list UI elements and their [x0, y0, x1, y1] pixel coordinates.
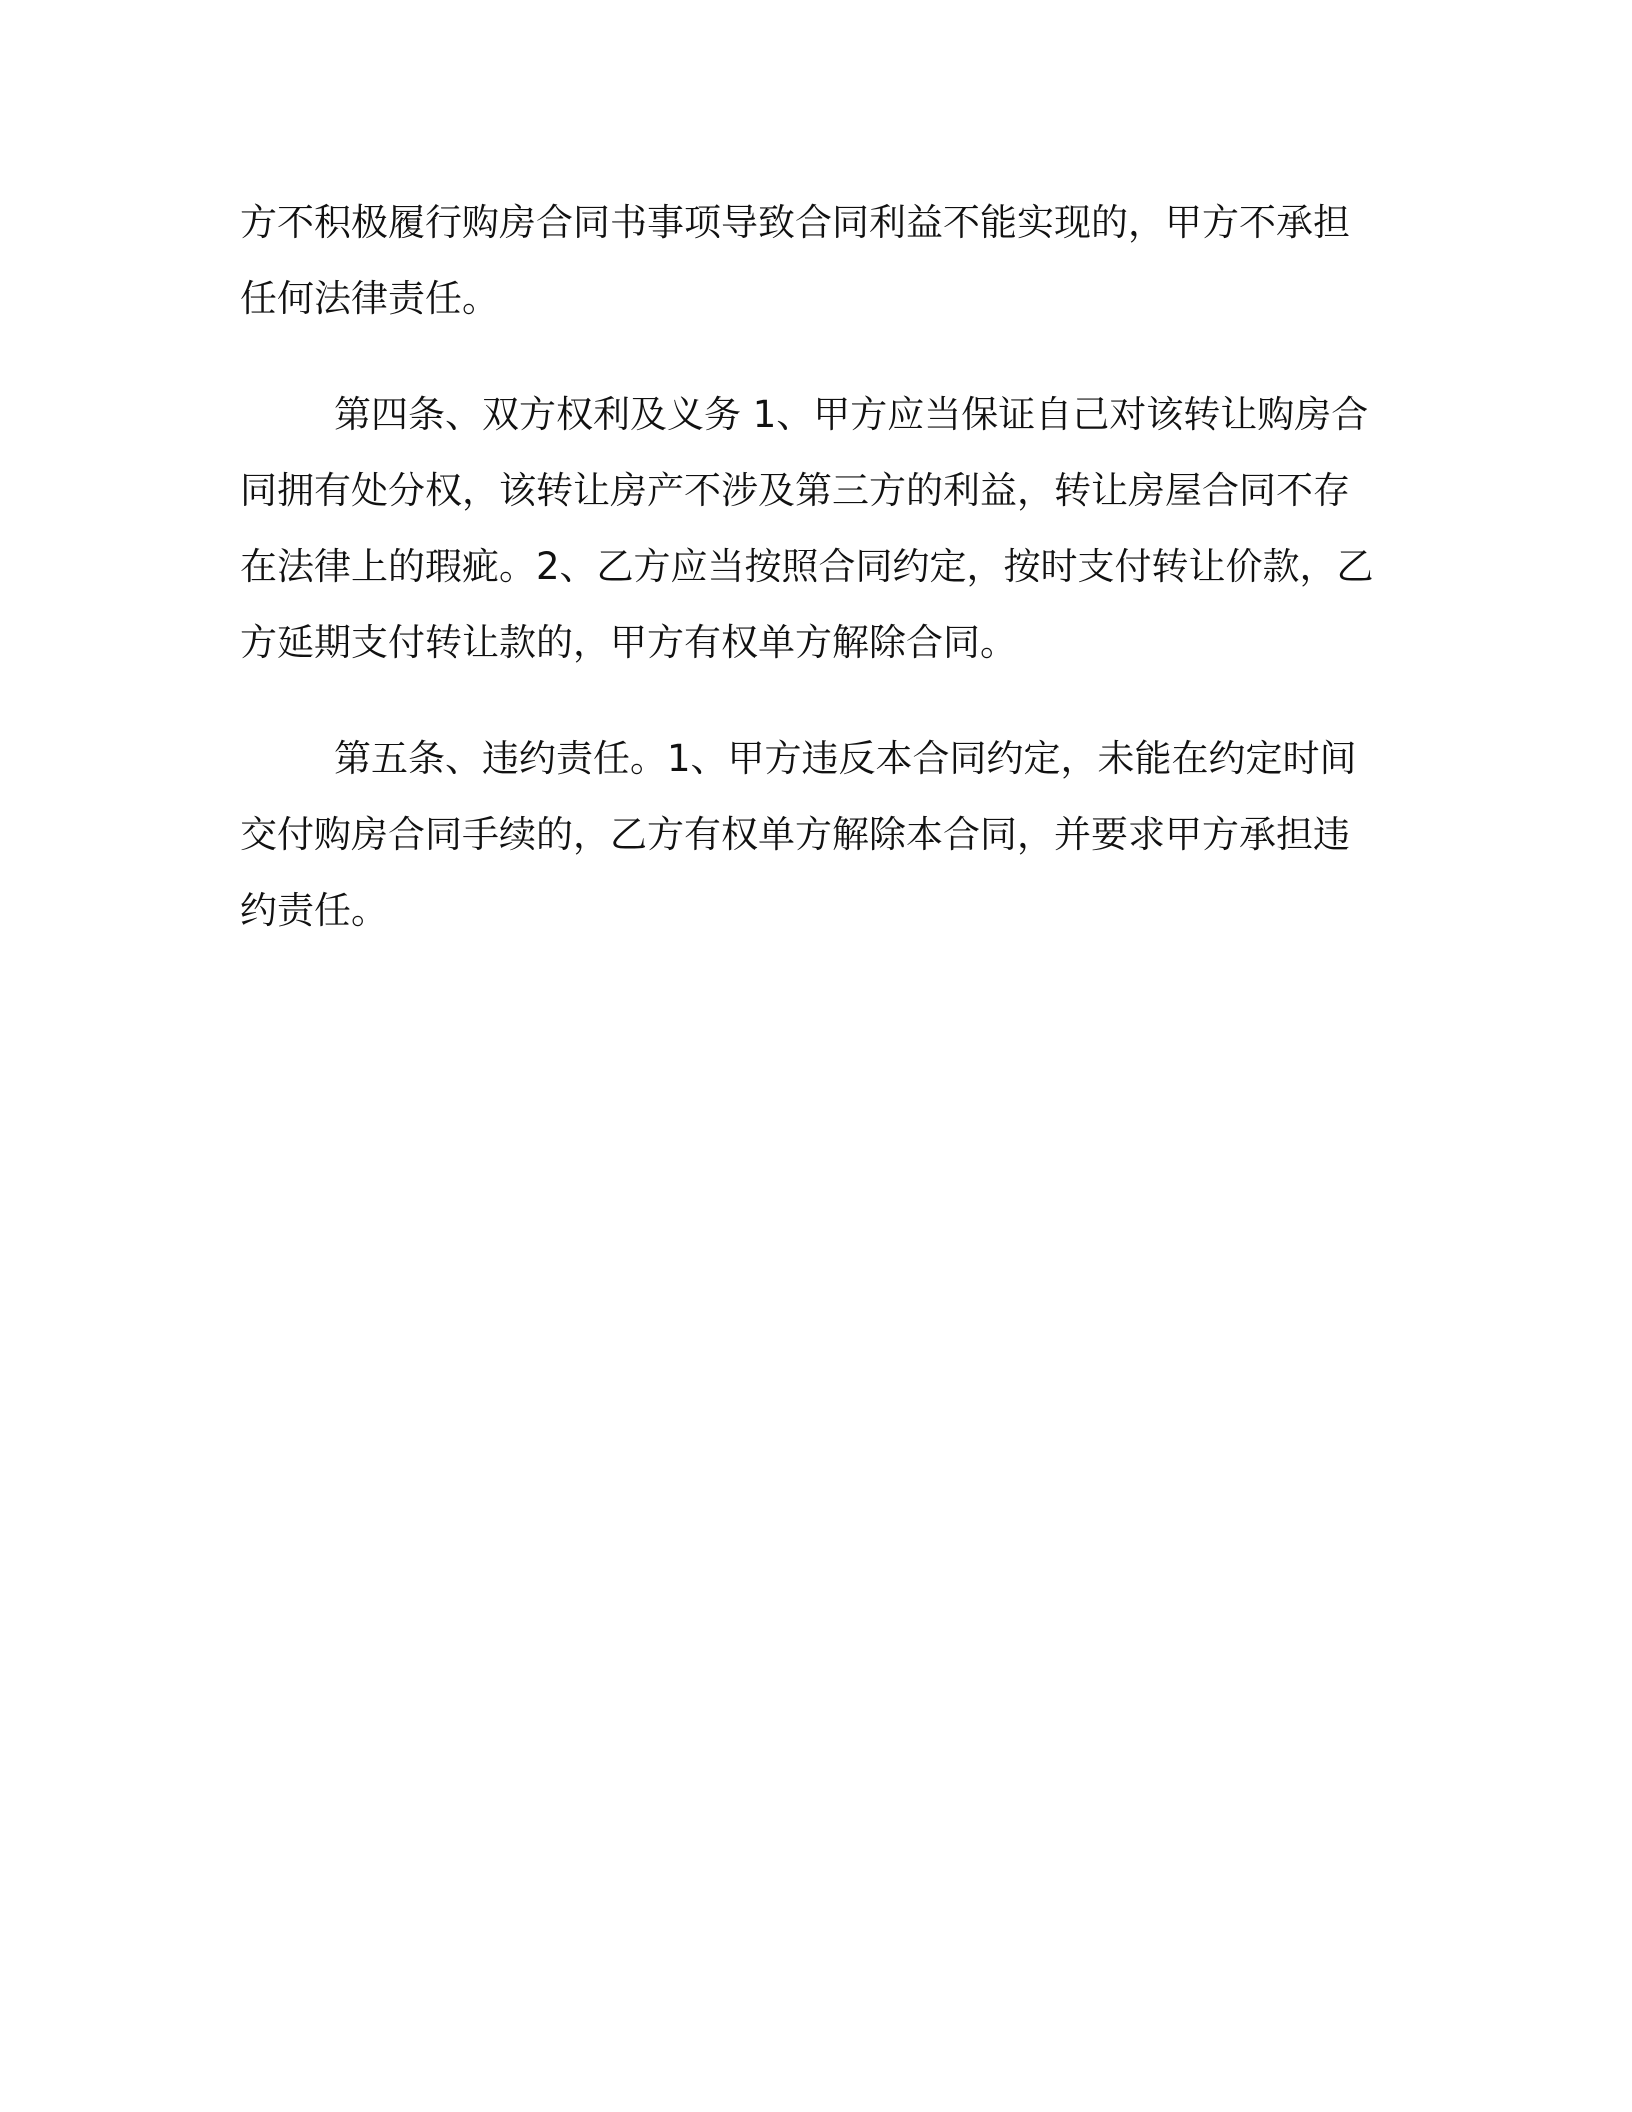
- paragraph-article-4: 第四条、双方权利及义务 1、甲方应当保证自己对该转让购房合同拥有处分权，该转让房产不涉及第三方的利益，转让房屋合同不存在法律上的瑕疵。2、乙方应当按照合同约定，按时支付转让价款，乙方延期支付转让款的，甲方有权单方解除合同。: [240, 393, 1374, 664]
- paragraph-article-5: 第五条、违约责任。1、甲方违反本合同约定，未能在约定时间交付购房合同手续的，乙方有权单方解除本合同，并要求甲方承担违约责任。: [240, 737, 1357, 932]
- paragraph-continuation: 方不积极履行购房合同书事项导致合同利益不能实现的，甲方不承担任何法律责任。: [240, 201, 1350, 320]
- document-body: [240, 185, 1380, 989]
